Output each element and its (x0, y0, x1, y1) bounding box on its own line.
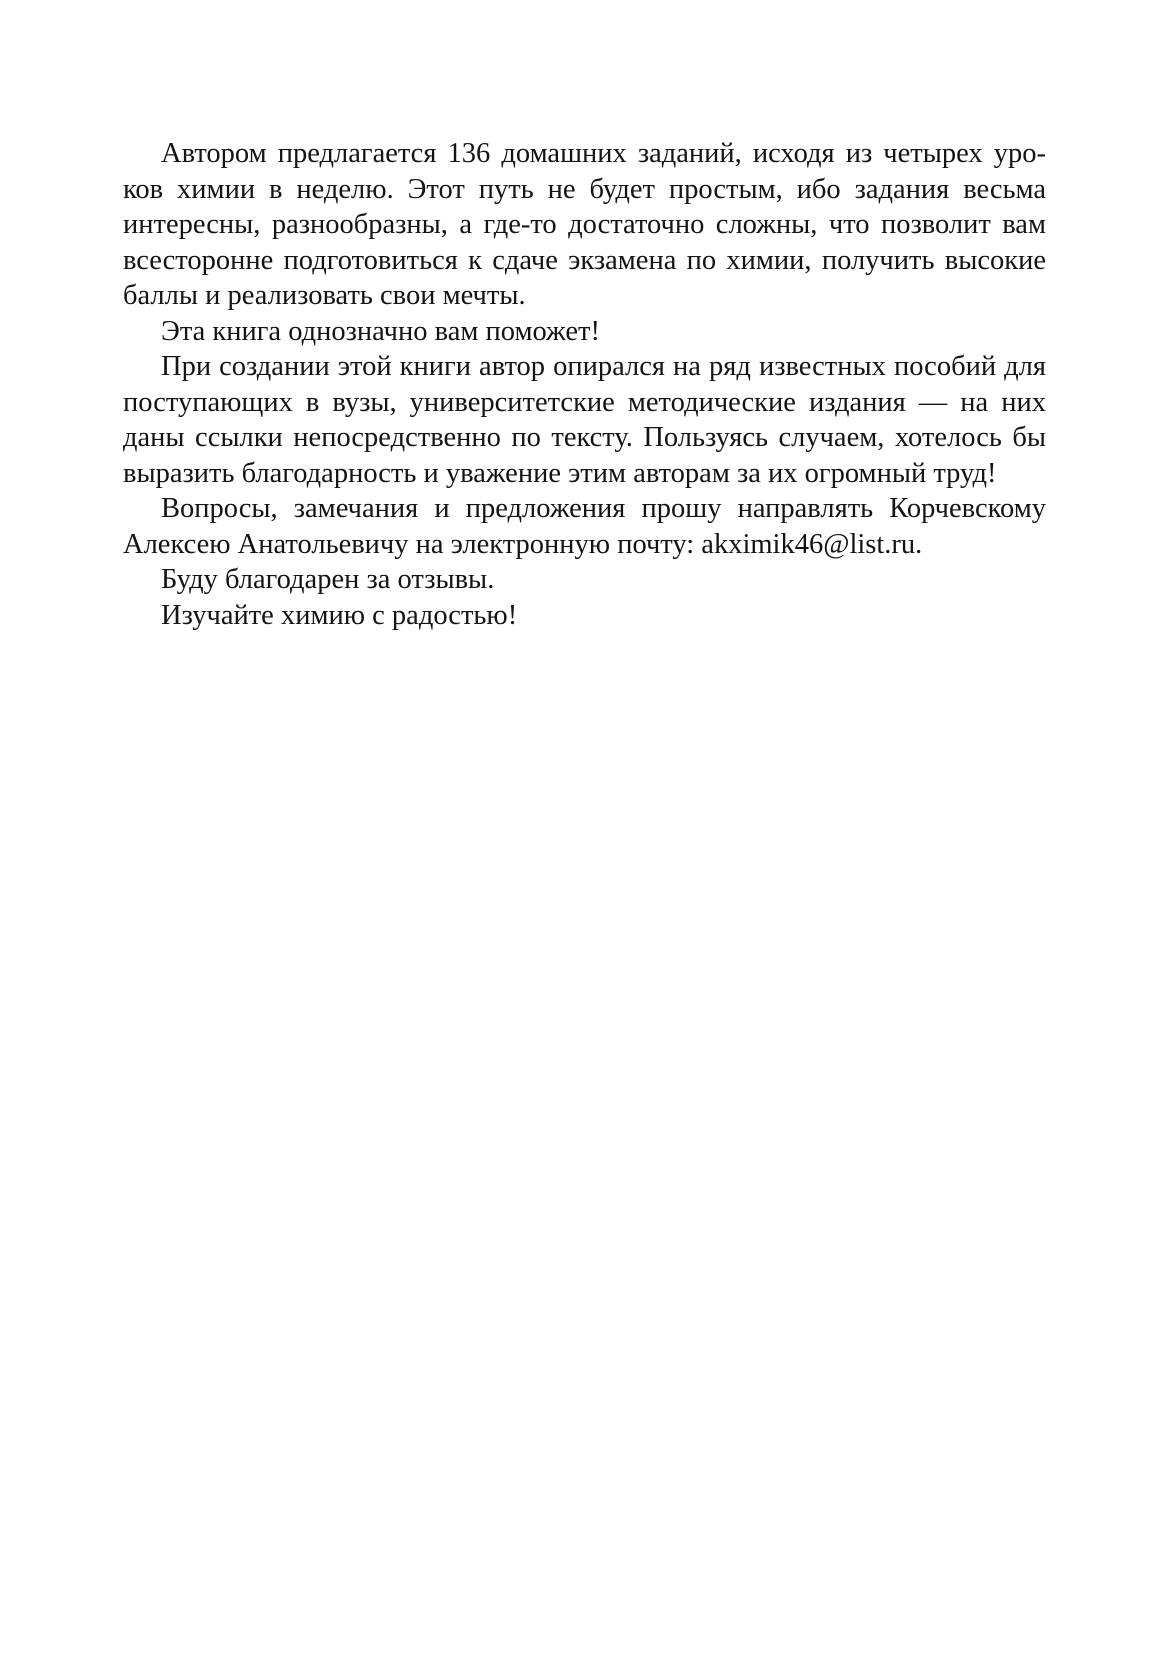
paragraph-help: Эта книга однозначно вам поможет! (161, 315, 600, 347)
paragraph-closing: Изучайте химию с радостью! (161, 599, 518, 631)
contact-period: . (915, 528, 923, 560)
body-text (123, 136, 1046, 633)
paragraph-contact (123, 491, 1046, 562)
paragraph-feedback: Буду благодарен за отзывы. (161, 564, 495, 595)
contact-email[interactable]: akximik46@list.ru (701, 528, 916, 560)
paragraph-sources: При создании этой книги автор опирался на ряд известных пособий для поступающих в вузы, университетские методические издания — на них даны ссылки непосредственно по тексту. Пользуясь случаем, хотелось бы выразить благодарность и уважение этим авторам за их огромный труд! (123, 351, 1046, 489)
contact-text: Вопросы, замечания и предложения прошу направлять Корчевскому Алексею Анатольевичу на электронную почту: (123, 493, 1046, 560)
paragraph-intro: Автором предлагается 136 домашних заданий, исходя из четырех уро-ков химии в неделю. Этот путь не будет простым, ибо задания весьма интересны, разнообразны, а где-то достаточно сложны, что позволит вам всесторонне подготовиться к сдаче экзамена по химии, получить высокие баллы и реализовать свои мечты. (123, 138, 1046, 311)
